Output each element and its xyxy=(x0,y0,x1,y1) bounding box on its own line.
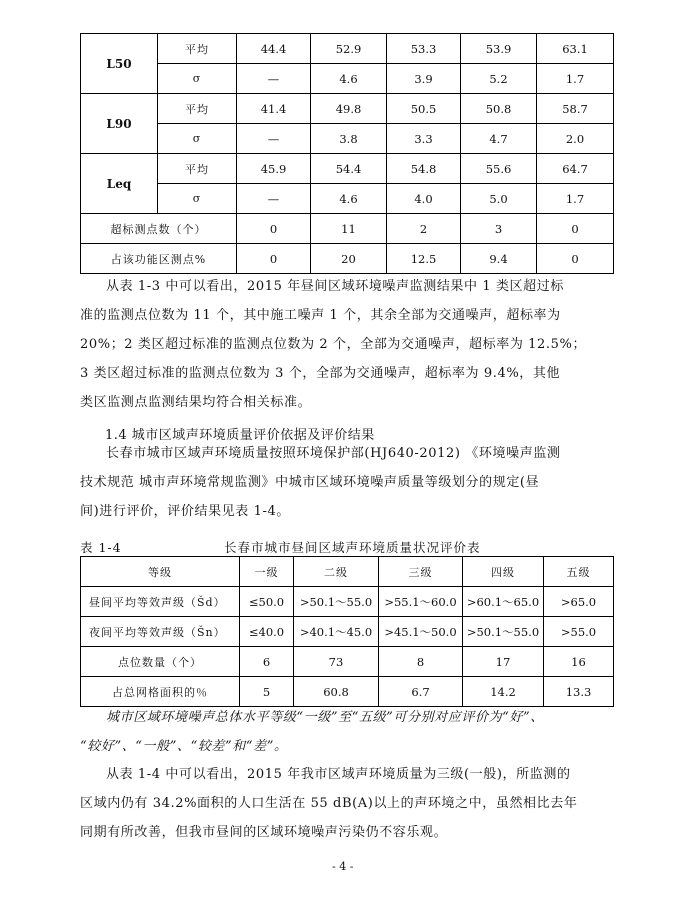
paragraph-line: 从表 1-3 中可以看出，2015 年昼间区域环境噪声监测结果中 1 类区超过标 xyxy=(106,279,564,294)
table-header-row xyxy=(81,557,614,587)
table-row xyxy=(81,244,614,274)
noise-grade-evaluation-table xyxy=(80,556,614,707)
table-cell: 2 xyxy=(387,214,461,244)
stat-label: 平均 xyxy=(158,94,237,124)
paragraph-line: 间)进行评价，评价结果见表 1-4。 xyxy=(80,504,290,519)
stat-label: 平均 xyxy=(158,154,237,184)
paragraph-line: 从表 1-4 中可以看出，2015 年我市区域声环境质量为三级(一般)，所监测的 xyxy=(106,767,571,782)
table-caption-title: 长春市城市昼间区域声环境质量状况评价表 xyxy=(224,540,481,555)
table-cell: 64.7 xyxy=(537,154,614,184)
table-row xyxy=(81,94,614,124)
table-cell: — xyxy=(237,64,311,94)
column-header: 四级 xyxy=(463,557,544,587)
table-cell: 5 xyxy=(240,677,294,707)
table-row xyxy=(81,124,614,154)
table-caption-number: 表 1-4 xyxy=(80,540,122,555)
row-label: 占总网格面积的％ xyxy=(81,677,240,707)
table-cell: 0 xyxy=(237,244,311,274)
table-cell: 54.8 xyxy=(387,154,461,184)
stat-label: σ xyxy=(158,64,237,94)
table-cell: 3.3 xyxy=(387,124,461,154)
row-label: 夜间平均等效声级（Šn） xyxy=(81,617,240,647)
table-row xyxy=(81,647,614,677)
table-cell: >40.1～45.0 xyxy=(294,617,379,647)
table-cell: 60.8 xyxy=(294,677,379,707)
page-number: - 4 - xyxy=(332,860,354,873)
table-cell: 13.3 xyxy=(544,677,614,707)
table-cell: 3 xyxy=(461,214,537,244)
table-cell: 53.9 xyxy=(461,34,537,64)
paragraph-line: 同期有所改善，但我市昼间的区域环境噪声污染仍不容乐观。 xyxy=(80,825,448,840)
row-label: 昼间平均等效声级（Šd） xyxy=(81,587,240,617)
table-cell: 0 xyxy=(537,214,614,244)
stat-label: σ xyxy=(158,124,237,154)
table-cell: 5.2 xyxy=(461,64,537,94)
column-header: 等级 xyxy=(81,557,240,587)
table-row xyxy=(81,617,614,647)
table-cell: 58.7 xyxy=(537,94,614,124)
table-cell: 49.8 xyxy=(311,94,387,124)
table-cell: >45.1～50.0 xyxy=(379,617,463,647)
table-cell: 41.4 xyxy=(237,94,311,124)
table-cell: ≤40.0 xyxy=(240,617,294,647)
table-cell: 3.8 xyxy=(311,124,387,154)
table-cell: 12.5 xyxy=(387,244,461,274)
table-cell: — xyxy=(237,124,311,154)
table-row xyxy=(81,64,614,94)
table-row xyxy=(81,214,614,244)
group-label: Leq xyxy=(81,154,158,214)
paragraph-line: 3 类区超过标准的监测点位数为 3 个，全部为交通噪声，超标率为 9.4%，其他 xyxy=(80,366,561,381)
table-cell: 5.0 xyxy=(461,184,537,214)
table-row xyxy=(81,677,614,707)
table-cell: ≤50.0 xyxy=(240,587,294,617)
group-label: L90 xyxy=(81,94,158,154)
paragraph-line: 20%；2 类区超过标准的监测点位数为 2 个，全部为交通噪声，超标率为 12.5%； xyxy=(80,337,587,352)
row-label: 占该功能区测点% xyxy=(81,244,237,274)
table-cell: 50.5 xyxy=(387,94,461,124)
table-cell: 44.4 xyxy=(237,34,311,64)
table-row xyxy=(81,34,614,64)
table-cell: 0 xyxy=(537,244,614,274)
table-cell: 4.6 xyxy=(311,64,387,94)
section-heading: 1.4 城市区域声环境质量评价依据及评价结果 xyxy=(105,428,375,443)
table-cell: 52.9 xyxy=(311,34,387,64)
table-cell: 50.8 xyxy=(461,94,537,124)
table-cell: 4.7 xyxy=(461,124,537,154)
table-cell: 9.4 xyxy=(461,244,537,274)
column-header: 五级 xyxy=(544,557,614,587)
table-cell: 8 xyxy=(379,647,463,677)
table-cell: 17 xyxy=(463,647,544,677)
table-cell: 3.9 xyxy=(387,64,461,94)
table-cell: 4.6 xyxy=(311,184,387,214)
stat-label: σ xyxy=(158,184,237,214)
table-cell: 6.7 xyxy=(379,677,463,707)
column-header: 二级 xyxy=(294,557,379,587)
table-cell: 4.0 xyxy=(387,184,461,214)
table-cell: >60.1～65.0 xyxy=(463,587,544,617)
table-cell: 16 xyxy=(544,647,614,677)
note-line: “较好”、“一般”、“较差”和“差”。 xyxy=(80,739,288,754)
table-cell: 6 xyxy=(240,647,294,677)
paragraph-line: 技术规范 城市声环境常规监测》中城市区域环境噪声质量等级划分的规定(昼 xyxy=(80,475,540,490)
column-header: 三级 xyxy=(379,557,463,587)
row-label: 点位数量（个） xyxy=(81,647,240,677)
table-cell: >50.1～55.0 xyxy=(463,617,544,647)
column-header: 一级 xyxy=(240,557,294,587)
table-cell: 55.6 xyxy=(461,154,537,184)
note-line: 城市区域环境噪声总体水平等级“一级”至“五级”可分别对应评价为“好”、 xyxy=(106,710,544,725)
noise-statistics-table xyxy=(80,33,614,274)
table-cell: 73 xyxy=(294,647,379,677)
table-cell: 1.7 xyxy=(537,184,614,214)
paragraph-line: 长春市城市区域声环境质量按照环境保护部(HJ640-2012) 《环境噪声监测 xyxy=(106,446,561,461)
table-row xyxy=(81,184,614,214)
table-cell: — xyxy=(237,184,311,214)
table-cell: 63.1 xyxy=(537,34,614,64)
group-label: L50 xyxy=(81,34,158,94)
table-cell: 2.0 xyxy=(537,124,614,154)
table-cell: 11 xyxy=(311,214,387,244)
row-label: 超标测点数（个） xyxy=(81,214,237,244)
table-cell: 14.2 xyxy=(463,677,544,707)
table-cell: 1.7 xyxy=(537,64,614,94)
stat-label: 平均 xyxy=(158,34,237,64)
paragraph-line: 类区监测点监测结果均符合相关标准。 xyxy=(80,395,312,410)
table-cell: 45.9 xyxy=(237,154,311,184)
table-cell: 53.3 xyxy=(387,34,461,64)
table-row xyxy=(81,587,614,617)
table-cell: 20 xyxy=(311,244,387,274)
table-cell: 54.4 xyxy=(311,154,387,184)
table-cell: >50.1～55.0 xyxy=(294,587,379,617)
paragraph-line: 区域内仍有 34.2%面积的人口生活在 55 dB(A)以上的声环境之中，虽然相比去年 xyxy=(80,796,578,811)
table-cell: >65.0 xyxy=(544,587,614,617)
table-cell: 0 xyxy=(237,214,311,244)
table-cell: >55.1～60.0 xyxy=(379,587,463,617)
paragraph-line: 准的监测点位数为 11 个，其中施工噪声 1 个，其余全部为交通噪声，超标率为 xyxy=(80,308,561,323)
table-cell: >55.0 xyxy=(544,617,614,647)
table-row xyxy=(81,154,614,184)
